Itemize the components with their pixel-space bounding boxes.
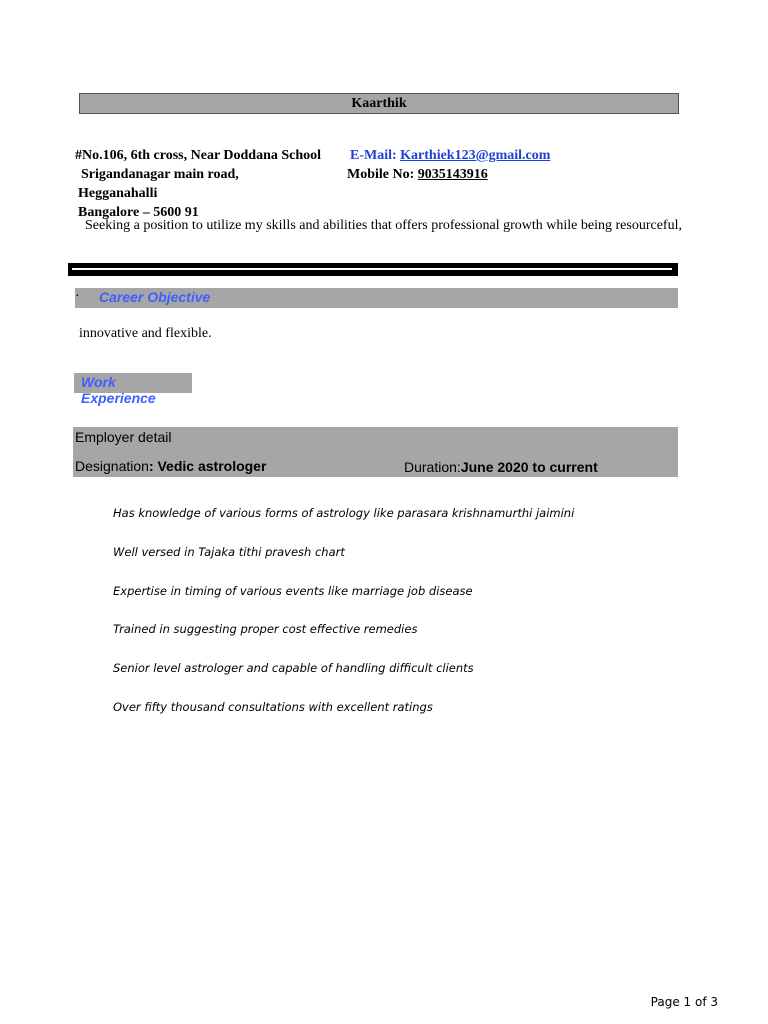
duration-row xyxy=(404,459,598,475)
duty-item: Has knowledge of various forms of astrology like parasara krishnamurthi jaimini xyxy=(113,506,575,520)
mobile-label: Mobile No: xyxy=(347,167,418,182)
mobile-number: 9035143916 xyxy=(417,167,488,182)
designation-label: Designation xyxy=(75,458,149,474)
designation-row xyxy=(75,458,266,474)
employer-detail-label: Employer detail xyxy=(75,429,172,445)
objective-text-part1: Seeking a position to utilize my skills and abilities that offers professional growth while being resourceful, xyxy=(85,218,682,233)
duty-item: Expertise in timing of various events like marriage job disease xyxy=(113,583,473,598)
email-link[interactable]: Karthiek123@gmail.com xyxy=(400,148,551,163)
address-block xyxy=(75,146,321,222)
section-divider xyxy=(68,263,678,276)
address-line-3: Hegganahalli xyxy=(78,186,158,201)
duty-item: Trained in suggesting proper cost effective remedies xyxy=(113,622,418,637)
work-experience-heading: Work Experience xyxy=(81,374,156,406)
objective-text-part2: innovative and flexible. xyxy=(79,326,212,341)
duty-item: Well versed in Tajaka tithi pravesh chart xyxy=(113,544,345,559)
duties-list xyxy=(113,505,574,738)
mobile-row xyxy=(347,165,550,184)
duty-item: Over fifty thousand consultations with excellent ratings xyxy=(113,699,433,714)
contact-block xyxy=(347,146,550,184)
name-header xyxy=(79,93,679,114)
employer-detail-box xyxy=(73,427,678,477)
bullet-dot: · xyxy=(75,289,80,304)
address-line-2: Srigandanagar main road, xyxy=(81,167,239,182)
designation-value: : Vedic astrologer xyxy=(148,458,267,474)
email-row xyxy=(347,146,550,165)
duration-value: June 2020 to current xyxy=(460,459,598,475)
career-objective-heading: Career Objective xyxy=(99,289,211,305)
duty-item: Senior level astrologer and capable of handling difficult clients xyxy=(113,661,474,676)
email-label: E-Mail: xyxy=(350,148,401,163)
candidate-name: Kaarthik xyxy=(351,96,407,111)
address-line-1: #No.106, 6th cross, Near Doddana School xyxy=(75,148,322,163)
address-line-4: Bangalore – 5600 91 xyxy=(78,205,199,220)
duration-label: Duration: xyxy=(404,459,461,475)
page-number: Page 1 of 3 xyxy=(650,995,718,1009)
work-experience-heading-bar xyxy=(74,373,192,406)
career-objective-heading-bar xyxy=(75,288,678,308)
